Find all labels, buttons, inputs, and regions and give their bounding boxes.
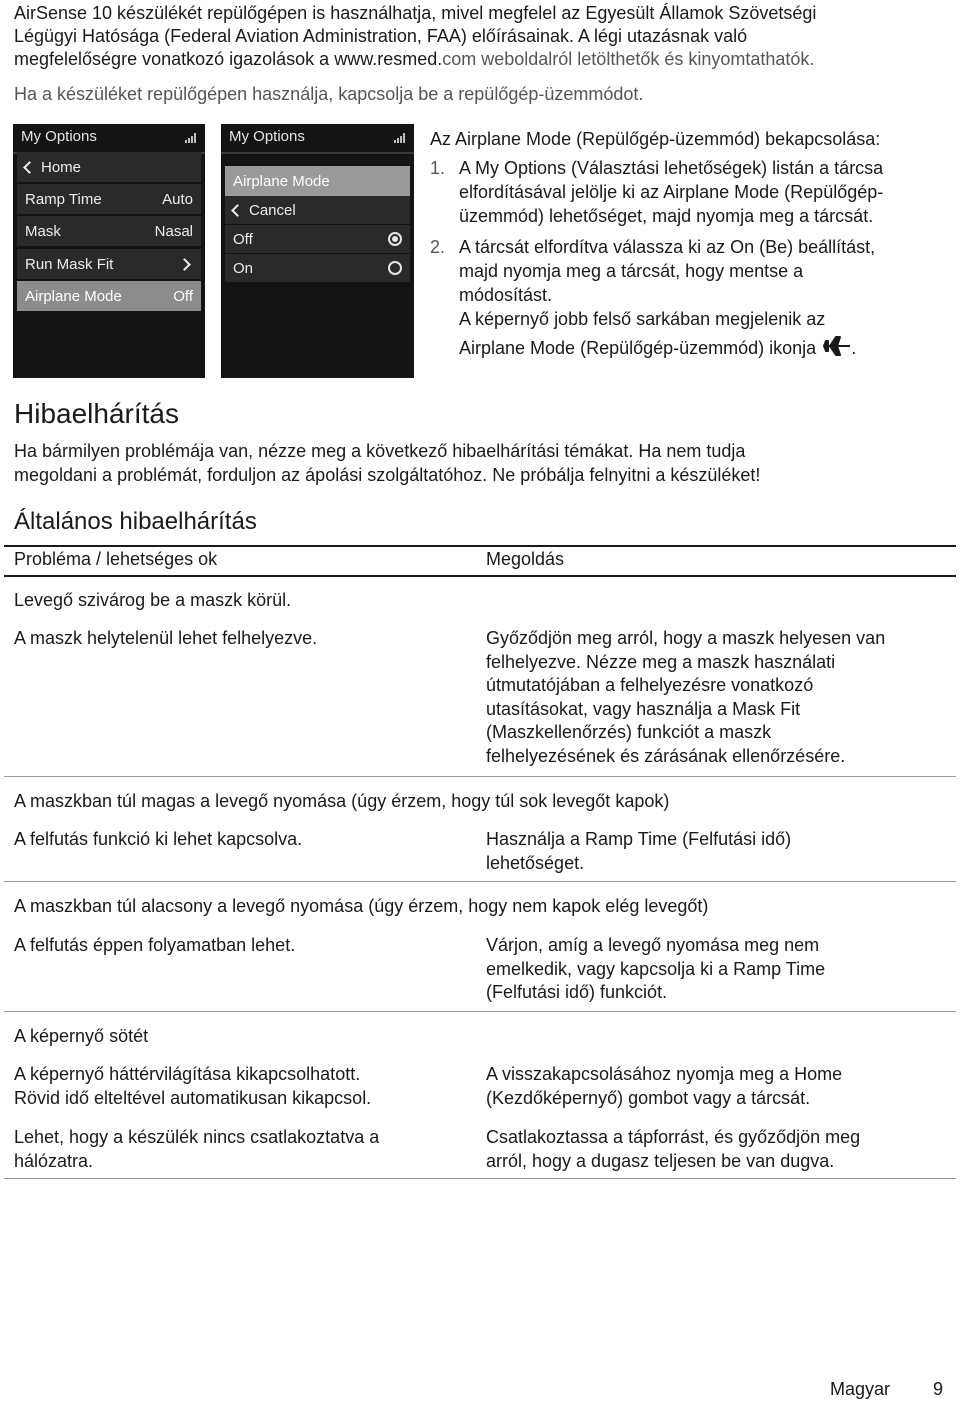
cause-line: Rövid idő elteltével automatikusan kikapcsol. [14,1087,372,1108]
solution-line: (Kezdőképernyő) gombot vagy a tárcsát. [486,1087,811,1108]
cause-not-connected [14,1126,379,1173]
solution-line: (Maszkellenőrzés) funkciót a maszk [486,722,772,742]
menu-item-home[interactable] [17,152,201,182]
chevron-right-icon [178,258,191,271]
submenu-item-on[interactable] [225,254,410,282]
screen-title: My Options [229,128,305,145]
menu-item-mask[interactable] [17,216,201,246]
steps-heading: Az Airplane Mode (Repülőgép-üzemmód) bekapcsolása: [430,129,881,149]
menu-item-ramp-time[interactable] [17,184,201,214]
signal-icon [394,133,406,143]
solution-line: lehetőséget. [486,852,585,873]
device-screen-my-options [13,124,205,378]
solution-line: Győződjön meg arról, hogy a maszk helyesen van [486,628,886,648]
solution-line: felhelyezésének és zárásának ellenőrzésére. [486,745,846,766]
menu-item-value: Nasal [154,222,193,240]
solution-wait-ramp [486,934,825,1005]
screen-title: My Options [21,128,97,145]
submenu-item-off[interactable] [225,225,410,253]
step-1-line-1: A My Options (Választási lehetőségek) listán a tárcsa [459,158,884,178]
solution-line: felhelyezve. Nézze meg a maszk használati [486,651,836,672]
intro-line-2: Légügyi Hatósága (Federal Aviation Administration, FAA) előírásainak. A légi utazásnak való [14,26,748,46]
solution-line: emelkedik, vagy kapcsolja ki a Ramp Time [486,958,826,979]
chevron-left-icon [23,161,36,174]
row-divider [4,776,956,777]
cause-mask-fit: A maszk helytelenül lehet felhelyezve. [14,628,318,648]
header-bottom-rule [4,575,956,577]
footer-language: Magyar [830,1379,891,1399]
problem-air-leak: Levegő szivárog be a maszk körül. [14,590,292,610]
problem-screen-dark: A képernyő sötét [14,1026,149,1046]
table-top-rule [4,545,956,547]
column-header-problem: Probléma / lehetséges ok [14,549,218,569]
solution-connect-power [486,1126,860,1173]
trouble-intro-line-2: megoldani a problémát, forduljon az ápolási szolgáltatóhoz. Ne próbálja felnyitni a készüléket! [14,465,761,485]
problem-pressure-high: A maszkban túl magas a levegő nyomása (úgy érzem, hogy túl sok levegőt kapok) [14,791,670,811]
submenu-item-label: Off [233,230,253,248]
subsection-title-general: Általános hibaelhárítás [14,508,257,535]
step-2-line-2: majd nyomja meg a tárcsát, hogy mentse a [459,261,804,281]
menu-item-run-mask-fit[interactable] [17,249,201,279]
radio-unselected-icon [388,261,402,275]
menu-item-airplane-mode[interactable] [17,281,201,311]
radio-selected-icon [388,232,402,246]
chevron-left-icon [231,204,244,217]
device-screen-airplane-mode [221,124,414,378]
step-2-line-3: módosítást. [459,285,553,305]
trouble-intro-line-1: Ha bármilyen problémája van, nézze meg a következő hibaelhárítási témákat. Ha nem tudja [14,441,746,461]
solution-line: Várjon, amíg a levegő nyomása meg nem [486,935,820,955]
intro-line-3-a: megfelelőségre vonatkozó igazolások a www.resmed. [14,49,443,69]
submenu-item-label: Cancel [249,201,296,219]
menu-item-value: Auto [162,190,193,208]
menu-item-label: Ramp Time [25,190,102,208]
solution-press-home [486,1063,842,1110]
solution-ramp-time [486,828,791,875]
submenu-header-label: Airplane Mode [233,172,330,190]
menu-item-value: Off [173,287,193,305]
intro-line-3-b: com weboldalról letölthetők és kinyomtathatók. [442,49,815,69]
solution-line: Csatlakoztassa a tápforrást, és győződjön meg [486,1127,861,1147]
step-2-line-5-text: Airplane Mode (Repülőgép-üzemmód) ikonja [459,338,817,358]
cause-backlight-off [14,1063,371,1110]
menu-item-label: Run Mask Fit [25,255,114,273]
row-divider [4,1011,956,1012]
menu-item-label: Home [41,158,82,176]
problem-pressure-low: A maszkban túl alacsony a levegő nyomása (úgy érzem, hogy nem kapok elég levegőt) [14,896,709,916]
airplane-icon [823,335,851,357]
step-1-line-2: elfordításával jelölje ki az Airplane Mode (Repülőgép- [459,182,884,202]
step-1-line-3: üzemmód) lehetőséget, majd nyomja meg a tárcsát. [459,206,874,226]
cause-line: hálózatra. [14,1150,94,1171]
menu-item-label: Airplane Mode [25,287,122,305]
cause-ramp-in-progress: A felfutás éppen folyamatban lehet. [14,935,296,955]
solution-line: A visszakapcsolásához nyomja meg a Home [486,1064,843,1084]
section-title-troubleshooting: Hibaelhárítás [14,398,179,429]
submenu-item-label: On [233,259,254,277]
submenu-item-cancel[interactable] [225,196,410,224]
step-2-line-4: A képernyő jobb felső sarkában megjelenik az [459,309,826,329]
solution-line: arról, hogy a dugasz teljesen be van dugva. [486,1150,835,1171]
step-2-line-1: A tárcsát elfordítva válassza ki az On (Be) beállítást, [459,237,876,257]
cause-ramp-off: A felfutás funkció ki lehet kapcsolva. [14,829,303,849]
solution-line: (Felfutási idő) funkciót. [486,982,668,1002]
footer-page-number: 9 [933,1379,944,1399]
step-2-number: 2. [430,237,446,257]
step-2-period: . [851,338,857,358]
submenu-header-airplane-mode [225,166,410,196]
solution-mask-fit [486,627,885,768]
intro-line-1: AirSense 10 készülékét repülőgépen is használhatja, mivel megfelel az Egyesült Államok Szövetségi [14,3,817,23]
table-bottom-rule [4,1178,956,1179]
solution-line: utasításokat, vagy használja a Mask Fit [486,698,801,719]
row-divider [4,881,956,882]
solution-line: Használja a Ramp Time (Felfutási idő) [486,829,792,849]
cause-line: A képernyő háttérvilágítása kikapcsolhatott. [14,1064,361,1084]
solution-line: útmutatójában a felhelyezésre vonatkozó [486,675,814,695]
intro-line-3 [14,48,814,72]
step-1-number: 1. [430,158,446,178]
signal-icon [185,133,197,143]
cause-line: Lehet, hogy a készülék nincs csatlakoztatva a [14,1127,380,1147]
menu-item-label: Mask [25,222,61,240]
column-header-solution: Megoldás [486,549,565,569]
intro-line-4: Ha a készüléket repülőgépen használja, kapcsolja be a repülőgép-üzemmódot. [14,84,644,104]
step-2-line-5 [459,335,856,361]
